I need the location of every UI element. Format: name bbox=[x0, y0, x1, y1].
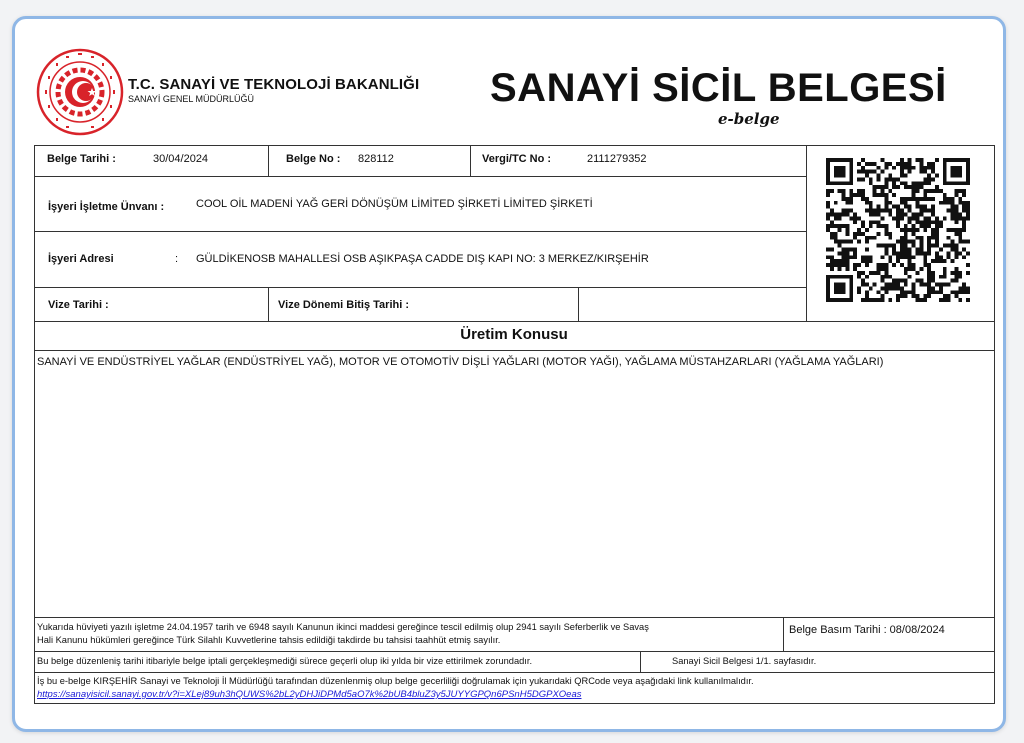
belge-no-label: Belge No : bbox=[286, 153, 341, 165]
row-divider-1 bbox=[34, 176, 806, 177]
belge-no-value: 828112 bbox=[358, 153, 394, 165]
table-border-bottom bbox=[34, 703, 994, 704]
production-text: SANAYİ VE ENDÜSTRİYEL YAĞLAR (ENDÜSTRİYEL YAĞ), MOTOR VE OTOMOTİV DİŞLİ YAĞLARI (MOTOR YAĞI), YAĞLAMA MÜSTAHZARLARI (YAĞLAMA YAĞLARI) bbox=[37, 356, 884, 368]
directorate-name: SANAYİ GENEL MÜDÜRLÜĞÜ bbox=[128, 94, 255, 104]
row-divider-3 bbox=[34, 287, 806, 288]
belge-tarihi-value: 30/04/2024 bbox=[153, 153, 209, 165]
row-divider-5 bbox=[34, 350, 994, 351]
validity-text: Bu belge düzenleniş tarihi itibariyle belge iptali gerçekleşmediği sürece geçerli olup iki yılda bir vize ettirilmek zorundadır. bbox=[37, 656, 533, 666]
col-divider-3 bbox=[268, 287, 269, 321]
vergi-no-label: Vergi/TC No : bbox=[482, 153, 552, 165]
unvan-value: COOL OİL MADENİ YAĞ GERİ DÖNÜŞÜM LİMİTED ŞİRKETİ LİMİTED ŞİRKETİ bbox=[196, 198, 593, 210]
vergi-no-value: 2111279352 bbox=[587, 153, 647, 165]
legal-text-line1: Yukarıda hüviyeti yazılı işletme 24.04.1957 tarih ve 6948 sayılı Kanunun ikinci maddesi gereğince tescil edilmiş olup 2941 sayılı Seferberlik ve Savaş bbox=[37, 622, 649, 632]
col-divider-4 bbox=[578, 287, 579, 321]
belge-tarihi-label: Belge Tarihi : bbox=[47, 153, 116, 165]
vize-tarihi-label: Vize Tarihi : bbox=[48, 299, 109, 311]
verify-text: İş bu e-belge KIRŞEHİR Sanayi ve Teknoloji İl Müdürlüğü tarafından düzenlenmiş olup belge gecerliliği doğrulamak için yukarıdaki QRCode veya aşağıdaki link kullanılmalıdır. bbox=[37, 676, 754, 686]
qr-divider bbox=[806, 145, 807, 321]
page-title: SANAYİ SİCİL BELGESİ bbox=[490, 66, 947, 110]
col-divider-1 bbox=[268, 145, 269, 176]
table-border-top bbox=[34, 145, 994, 146]
verify-link[interactable]: https://sanayisicil.sanayi.gov.tr/v?i=XLej89uh3hQUWS%2bL2yDHJiDPMd5aO7k%2bUB4bluZ3y5JUYYGPQn6PSnH5DGPXOeas bbox=[37, 689, 582, 700]
row-divider-6 bbox=[34, 617, 994, 618]
ministry-name: T.C. SANAYİ VE TEKNOLOJİ BAKANLIĞI bbox=[128, 76, 420, 93]
row-divider-7 bbox=[34, 651, 994, 652]
col-divider-5 bbox=[783, 617, 784, 651]
production-title: Üretim Konusu bbox=[460, 326, 568, 343]
legal-text-line2: Hali Kanunu hükümleri gereğince Türk Silahlı Kuvvetlerine tahsis edildiği takdirde bu tahsisi taahhüt etmiş sayılır. bbox=[37, 635, 501, 645]
adres-label: İşyeri Adresi bbox=[48, 253, 114, 265]
col-divider-2 bbox=[470, 145, 471, 176]
ebelge-subtitle: e-belge bbox=[718, 110, 780, 128]
adres-colon: : bbox=[175, 253, 179, 265]
vize-donemi-label: Vize Dönemi Bitiş Tarihi : bbox=[278, 299, 410, 311]
table-border-right bbox=[994, 145, 995, 704]
row-divider-8 bbox=[34, 672, 994, 673]
adres-value: GÜLDİKENOSB MAHALLESİ OSB AŞIKPAŞA CADDE DIŞ KAPI NO: 3 MERKEZ/KIRŞEHİR bbox=[196, 253, 649, 265]
table-border-left bbox=[34, 145, 35, 704]
ministry-seal-icon bbox=[36, 48, 124, 136]
row-divider-2 bbox=[34, 231, 806, 232]
unvan-label: İşyeri İşletme Ünvanı : bbox=[48, 201, 165, 213]
row-divider-4 bbox=[34, 321, 994, 322]
qr-code-icon bbox=[826, 158, 970, 302]
col-divider-6 bbox=[640, 651, 641, 672]
print-date: Belge Basım Tarihi : 08/08/2024 bbox=[789, 624, 945, 636]
page-info: Sanayi Sicil Belgesi 1/1. sayfasıdır. bbox=[672, 656, 817, 666]
